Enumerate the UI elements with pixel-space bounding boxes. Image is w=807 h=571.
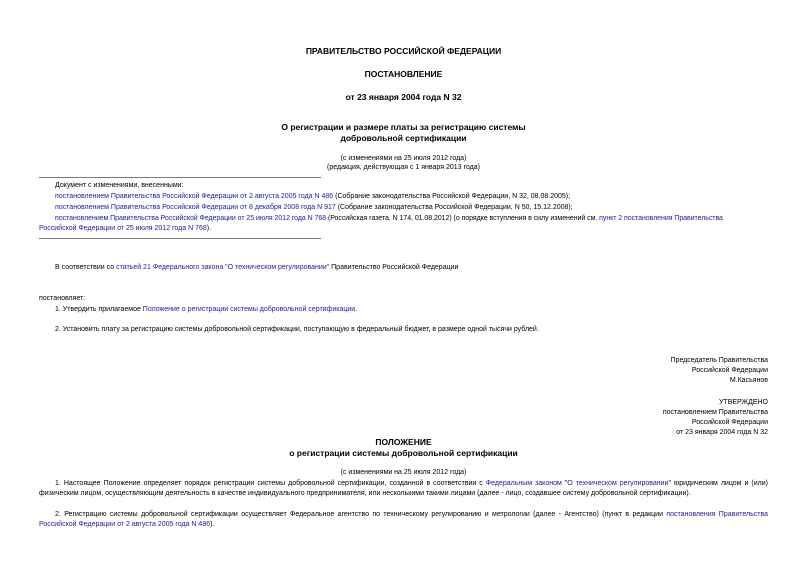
signature-name: М.Касьянов	[729, 377, 768, 384]
clause-2: 2. Установить плату за регистрацию системы добровольной сертификации, поступающую в федеральный бюджет, в размере одной тысячи рублей.	[55, 326, 539, 333]
regulation-subtitle: о регистрации системы добровольной сертификации	[289, 448, 518, 458]
doc-title-line2: добровольной сертификации	[340, 133, 467, 143]
preamble: В соответствии со статьей 21 Федерального закона "О техническом регулировании" Правительство Российской Федерации	[55, 264, 459, 271]
amendment-link-2008[interactable]: постановлением Правительства Российской Федерации от 8 декабря 2008 года N 917	[55, 204, 336, 211]
amendment-effect-link-cont[interactable]: Российской Федерации от 25 июля 2012 года N 768	[39, 225, 207, 232]
approved-by: постановлением Правительства	[662, 409, 768, 416]
amendment-item-2	[55, 203, 573, 212]
doc-type-heading: ПОСТАНОВЛЕНИЕ	[364, 69, 443, 79]
amendments-bottom-rule	[39, 238, 321, 239]
federal-law-article-link[interactable]: статьей 21 Федерального закона "О техническом регулировании"	[116, 264, 330, 271]
amendments-intro: Документ с изменениями, внесенными:	[55, 182, 184, 189]
amendment-link-2012[interactable]: постановлением Правительства Российской Федерации от 25 июля 2012 года N 768	[55, 215, 327, 222]
signature-title: Председатель Правительства	[670, 357, 768, 364]
clause-1: 1. Утвердить прилагаемое Положение о регистрации системы добровольной сертификации.	[55, 306, 358, 313]
technical-regulation-link[interactable]: О техническом регулировании	[567, 480, 669, 487]
amendment-link-2005[interactable]: постановлением Правительства Российской Федерации от 2 августа 2005 года N 486	[55, 193, 334, 200]
amendment-source-2: (Собрание законодательства Российской Федерации, N 50, 15.12.2008);	[335, 204, 573, 211]
regulation-clause-1: 1. Настоящее Положение определяет порядок регистрации системы добровольной сертификации, созданной в соответствии с Федеральным законом "О техническом регулировании" юридическим лицом и (или) физическим лицом, осуществляющим деятельность в качестве индивидуального предпринимателя, или несколькими такими лицами (далее - лицо, создавшее систему добровольной сертификации).	[39, 480, 768, 497]
decrees-word: постановляет:	[39, 295, 86, 302]
amendment-item-3-cont: Российской Федерации от 25 июля 2012 года N 768).	[39, 225, 212, 232]
amendment-item-3	[55, 214, 723, 223]
approved-date: от 23 января 2004 года N 32	[676, 429, 768, 436]
changes-note: (с изменениями на 25 июля 2012 года)	[340, 155, 467, 162]
regulation-link[interactable]: Положение о регистрации системы добровольной сертификации	[142, 306, 356, 313]
federal-law-link[interactable]: Федеральным законом	[485, 480, 562, 487]
signature-country: Российской Федерации	[691, 367, 768, 374]
government-heading: ПРАВИТЕЛЬСТВО РОССИЙСКОЙ ФЕДЕРАЦИИ	[305, 46, 502, 56]
regulation-changes-note: (с изменениями на 25 июля 2012 года)	[340, 469, 467, 476]
amendment-item-1	[55, 192, 570, 201]
amendment-source-1: (Собрание законодательства Российской Федерации, N 32, 08.08.2005);	[333, 193, 571, 200]
doc-date-number: от 23 января 2004 года N 32	[345, 92, 462, 102]
regulation-title: ПОЛОЖЕНИЕ	[375, 437, 432, 447]
regulation-clause-2: 2. Регистрацию системы добровольной сертификации осуществляет Федеральное агентство по техническому регулированию и метрологии (далее - Агентство) (пункт в редакции постановления Правительства Российской Федерации от 2 августа 2005 года N 486).	[39, 511, 769, 528]
clause-2-edition-link[interactable]: постановления Правительства Российской Федерации от 2 августа 2005 года N 486	[39, 511, 769, 528]
amendment-source-3: (Российская газета, N 174, 01.08.2012) (о порядке вступления в силу изменений см.	[326, 215, 600, 222]
approved-country: Российской Федерации	[691, 419, 768, 426]
edition-note: (редакция, действующая с 1 января 2013 года)	[327, 164, 480, 171]
approved-label: УТВЕРЖДЕНО	[718, 399, 768, 406]
amendment-effect-link[interactable]: пункт 2 постановления Правительства	[599, 215, 723, 222]
amendments-top-rule	[39, 177, 321, 178]
doc-title-line1: О регистрации и размере платы за регистрацию системы	[281, 122, 526, 132]
